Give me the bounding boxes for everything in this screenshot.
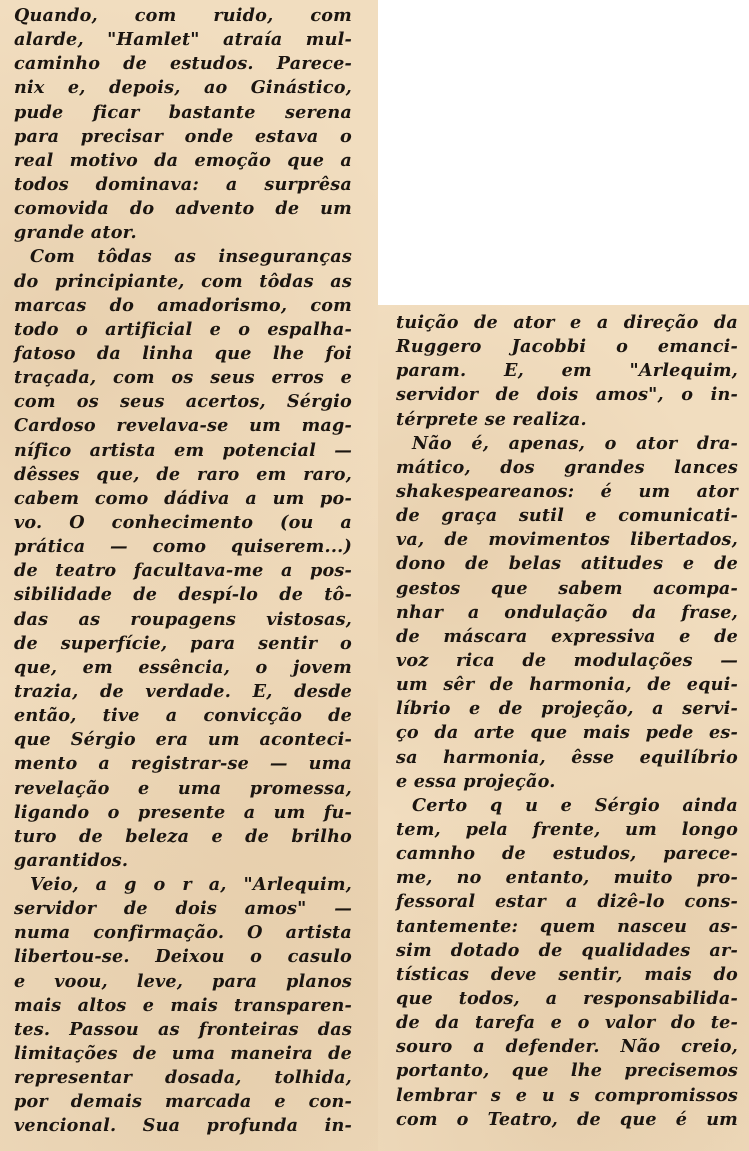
- text-line: sim dotado de qualidades ar-: [396, 939, 738, 961]
- text-line: dêsses que, de raro em raro,: [14, 463, 352, 485]
- text-line: souro a defender. Não creio,: [396, 1036, 738, 1058]
- text-line: me, no entanto, muito pro-: [396, 867, 738, 889]
- text-line: tes. Passou as fronteiras das: [14, 1018, 352, 1040]
- text-line: de teatro facultava-me a pos-: [14, 560, 352, 582]
- text-line: ço da arte que mais pede es-: [396, 722, 738, 744]
- text-line: das as roupagens vistosas,: [14, 608, 352, 630]
- text-line: térprete se realiza.: [396, 408, 587, 430]
- text-line: vencional. Sua profunda in-: [14, 1115, 352, 1137]
- text-line: representar dosada, tolhida,: [14, 1067, 352, 1089]
- text-line: pude ficar bastante serena: [14, 101, 352, 123]
- text-line: turo de beleza e de brilho: [14, 825, 352, 847]
- text-line: de da tarefa e o valor do te-: [396, 1012, 738, 1034]
- text-line: sa harmonia, êsse equilíbrio: [396, 746, 738, 768]
- text-line: nhar a ondulação da frase,: [396, 601, 738, 623]
- text-line: mento a registrar-se — uma: [14, 753, 352, 775]
- text-line: Ruggero Jacobbi o emanci-: [396, 336, 738, 358]
- text-line: de máscara expressiva e de: [396, 625, 738, 647]
- text-line: prática — como quiserem...): [14, 536, 352, 558]
- text-line: servidor de dois amos" —: [14, 898, 352, 920]
- text-line: caminho de estudos. Parece-: [14, 53, 352, 75]
- text-line: real motivo da emoção que a: [14, 149, 352, 171]
- text-line: traçada, com os seus erros e: [14, 367, 352, 389]
- text-line: comovida do advento de um: [14, 198, 352, 220]
- text-line: libertou-se. Deixou o casulo: [14, 946, 352, 968]
- text-line: va, de movimentos libertados,: [396, 529, 738, 551]
- text-line: limitações de uma maneira de: [14, 1043, 352, 1065]
- article-column-right: [396, 311, 738, 1132]
- text-line: um sêr de harmonia, de equi-: [396, 674, 738, 696]
- text-line: Certo q u e Sérgio ainda: [412, 794, 738, 816]
- text-line: líbrio e de projeção, a servi-: [396, 698, 738, 720]
- text-line: para precisar onde estava o: [14, 125, 352, 147]
- text-line: e voou, leve, para planos: [14, 970, 352, 992]
- text-line: nífico artista em potencial —: [14, 439, 352, 461]
- text-line: tuição de ator e a direção da: [396, 312, 738, 333]
- text-line: de superfície, para sentir o: [14, 632, 352, 654]
- text-line: por demais marcada e con-: [14, 1091, 352, 1113]
- text-line: gestos que sabem acompa-: [396, 577, 738, 599]
- text-line: tísticas deve sentir, mais do: [396, 963, 738, 985]
- article-column-left: [14, 4, 352, 1139]
- text-line: marcas do amadorismo, com: [14, 294, 352, 316]
- text-line: dono de belas atitudes e de: [396, 553, 738, 575]
- text-line: portanto, que lhe precisemos: [396, 1060, 738, 1082]
- text-line: todo o artificial e o espalha-: [14, 318, 352, 340]
- text-line: param. E, em "Arlequim,: [396, 360, 738, 382]
- text-line: de graça sutil e comunicati-: [396, 505, 738, 527]
- text-line: alarde, "Hamlet" atraía mul-: [14, 29, 352, 51]
- text-line: servidor de dois amos", o in-: [396, 384, 738, 406]
- text-line: sibilidade de despí-lo de tô-: [14, 584, 352, 606]
- text-line: e essa projeção.: [396, 770, 556, 792]
- text-line: grande ator.: [14, 222, 137, 244]
- text-line: numa confirmação. O artista: [14, 922, 352, 944]
- text-line: que, em essência, o jovem: [14, 656, 352, 678]
- text-line: com os seus acertos, Sérgio: [14, 391, 352, 413]
- text-line: que Sérgio era um aconteci-: [14, 729, 352, 751]
- text-line: vo. O conhecimento (ou a: [14, 511, 352, 533]
- text-line: trazia, de verdade. E, desde: [14, 680, 352, 702]
- text-line: voz rica de modulações —: [396, 649, 738, 671]
- text-line: fatoso da linha que lhe foi: [14, 342, 352, 364]
- text-line: fessoral estar a dizê-lo cons-: [396, 891, 738, 913]
- text-line: todos dominava: a surprêsa: [14, 173, 352, 195]
- text-line: mático, dos grandes lances: [396, 456, 738, 478]
- text-line: lembrar s e u s compromissos: [396, 1084, 738, 1106]
- text-line: shakespeareanos: é um ator: [396, 480, 738, 502]
- text-line: tem, pela frente, um longo: [396, 818, 738, 840]
- text-line: tantemente: quem nasceu as-: [396, 915, 738, 937]
- text-line: cabem como dádiva a um po-: [14, 487, 352, 509]
- text-line: do principiante, com tôdas as: [14, 270, 352, 292]
- text-line: Não é, apenas, o ator dra-: [412, 432, 738, 454]
- text-line: com o Teatro, de que é um: [396, 1108, 738, 1130]
- text-line: camnho de estudos, parece-: [396, 843, 738, 865]
- text-line: Veio, a g o r a, "Arlequim,: [30, 874, 352, 896]
- text-line: nix e, depois, ao Ginástico,: [14, 77, 352, 99]
- text-line: Com tôdas as inseguranças: [30, 246, 352, 268]
- text-line: Cardoso revelava-se um mag-: [14, 415, 352, 437]
- text-line: mais altos e mais transparen-: [14, 994, 352, 1016]
- text-line: garantidos.: [14, 849, 129, 871]
- text-line: Quando, com ruido, com: [14, 5, 352, 26]
- text-line: que todos, a responsabilida-: [396, 987, 738, 1009]
- text-line: ligando o presente a um fu-: [14, 801, 352, 823]
- text-line: então, tive a convicção de: [14, 705, 352, 727]
- text-line: revelação e uma promessa,: [14, 777, 352, 799]
